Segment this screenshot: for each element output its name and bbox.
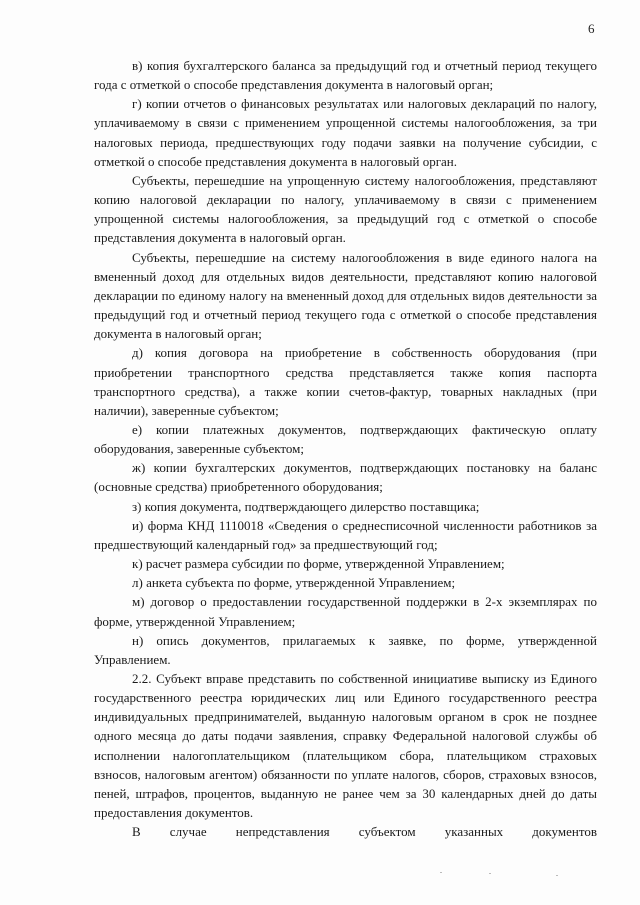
scan-speck — [489, 873, 491, 874]
paragraph-item-m: м) договор о предоставлении государственной поддержки в 2-х экземплярах по форме, утвержденной Управлением; — [94, 594, 597, 629]
paragraph-item-zh: ж) копии бухгалтерских документов, подтверждающих постановку на баланс (основные средства) приобретенного оборудования; — [94, 460, 597, 495]
paragraph-item-k: к) расчет размера субсидии по форме, утвержденной Управлением; — [132, 556, 505, 572]
scan-speck — [440, 872, 442, 873]
paragraph-section-2-2: 2.2. Субъект вправе представить по собственной инициативе выписку из Единого государственного реестра юридических лиц или Единого государственного реестра индивидуальных предпринимателей, выданную налоговым органом в срок не позднее одного месяца до даты подачи заявления, справку Федеральной налоговой службы об исполнении налогоплательщиком (плательщиком сбора, плательщиком страховых взносов, налоговым агентом) обязанности по уплате налогов, сборов, страховых взносов, пеней, штрафов, процентов, выданную не ранее чем за 30 календарных дней до даты предоставления документов. — [94, 671, 597, 821]
paragraph-item-e: е) копии платежных документов, подтверждающих фактическую оплату оборудования, заверенные субъектом; — [94, 421, 597, 457]
paragraph-item-g: г) копии отчетов о финансовых результатах или налоговых деклараций по налогу, уплачиваемому в связи с применением упрощенной системы налогообложения, за три налоговых периода, предшествующих году подачи заявки на получение субсидии, с отметкой о способе представления документа в налоговый орган. — [94, 96, 597, 169]
scan-speck — [556, 875, 558, 876]
paragraph-item-z: з) копия документа, подтверждающего дилерство поставщика; — [132, 498, 480, 514]
page-number: 6 — [588, 21, 595, 36]
paragraph-simplified-tax: Субъекты, перешедшие на упрощенную систему налогообложения, представляют копию налоговой декларации по налогу, уплачиваемому в связи с применением упрощенной системы налогообложения, за предыдущий год с отметкой о способе представления документа в налоговый орган. — [94, 172, 597, 246]
paragraph-item-n: н) опись документов, прилагаемых к заявке, по форме, утвержденной Управлением. — [94, 632, 597, 667]
paragraph-item-v: в) копия бухгалтерского баланса за предыдущий год и отчетный период текущего года с отметкой о способе представления документа в налоговый орган; — [94, 58, 597, 93]
paragraph-imputed-tax: Субъекты, перешедшие на систему налогообложения в виде единого налога на вмененный доход для отдельных видов деятельности, представляют копию налоговой декларации по единому налогу на вмененный доход для отдельных видов деятельности за предыдущий год и отчетный период текущего года с отметкой о способе представления документа в налоговый орган; — [94, 249, 597, 342]
paragraph-item-d: д) копия договора на приобретение в собственность оборудования (при приобретении транспортного средства представляется также копия паспорта транспортного средства), а также копии счетов-фактур, товарных накладных (при наличии), заверенные субъектом; — [94, 345, 597, 418]
document-body — [94, 56, 597, 841]
paragraph-item-l: л) анкета субъекта по форме, утвержденной Управлением; — [132, 575, 456, 591]
paragraph-continuation: В случае непредставления субъектом указанных документов — [132, 824, 597, 840]
paragraph-item-i: и) форма КНД 1110018 «Сведения о среднесписочной численности работников за предшествующий календарный год» за предшествующий год; — [94, 517, 597, 552]
